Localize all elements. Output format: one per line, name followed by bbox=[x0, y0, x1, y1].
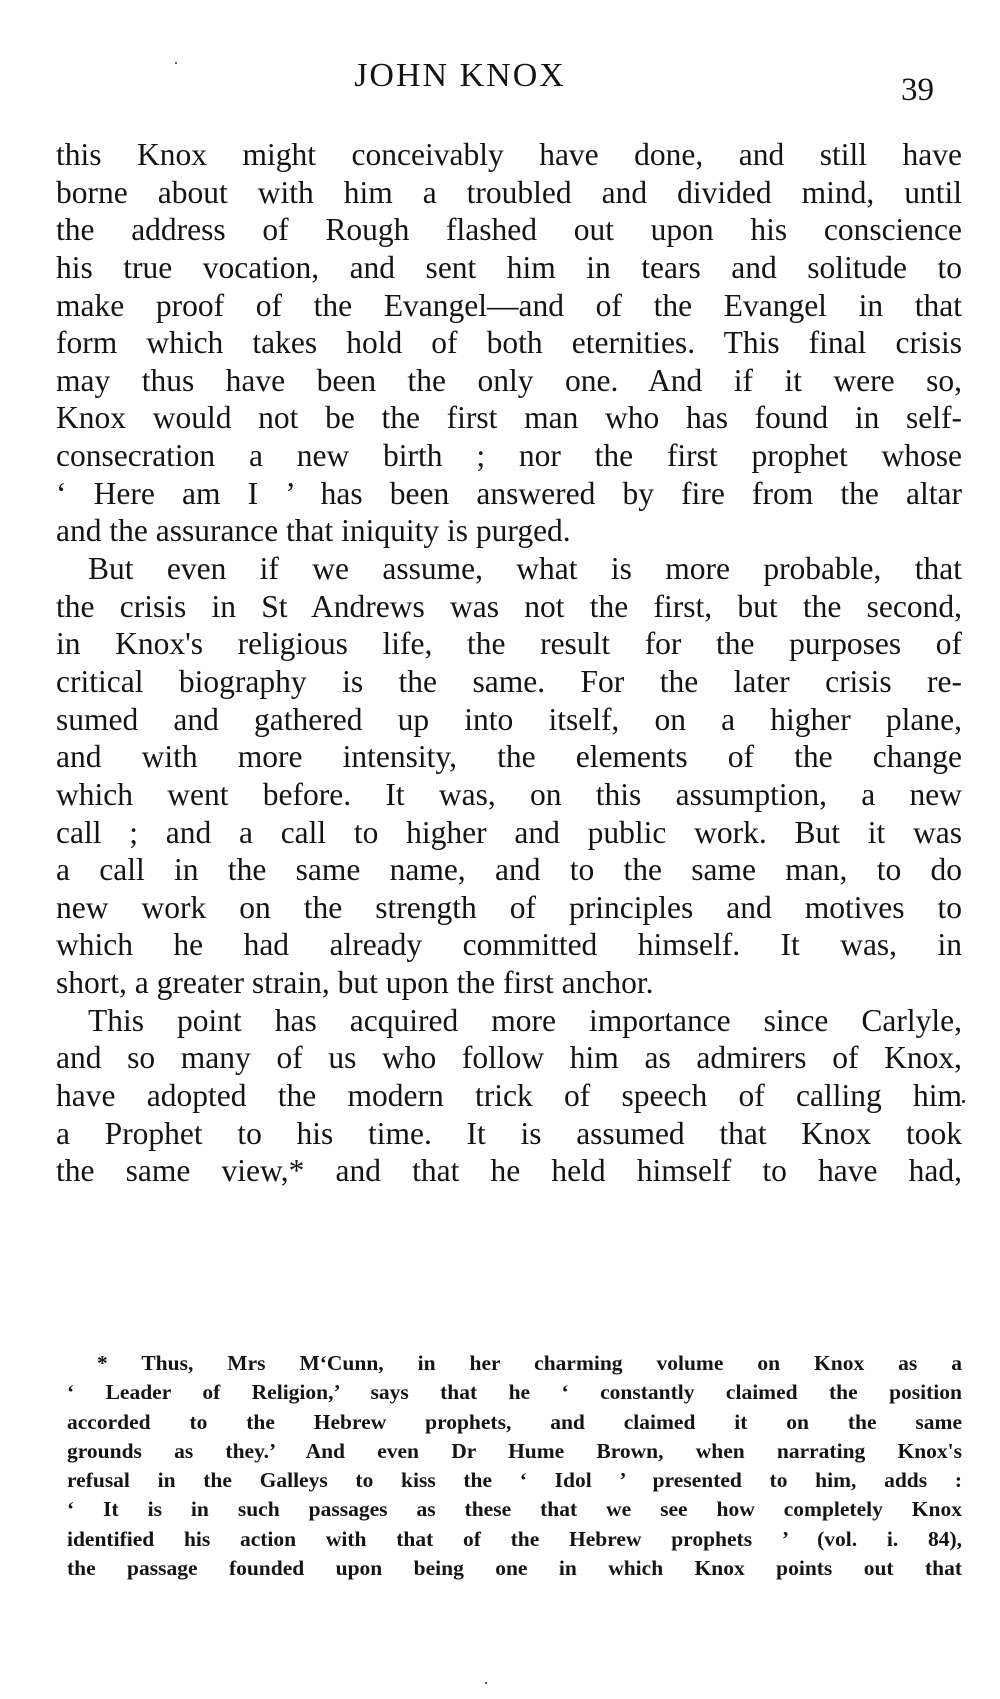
footnote-line: ‘ Leader of Religion,’ says that he ‘ constantly claimed the position bbox=[67, 1380, 962, 1405]
body-line: have adopted the modern trick of speech of calling him bbox=[56, 1078, 962, 1114]
body-line: his true vocation, and sent him in tears and solitude to bbox=[56, 249, 962, 285]
body-line: in Knox's religious life, the result for the purposes of bbox=[56, 626, 962, 662]
footnote-line: accorded to the Hebrew prophets, and claimed it on the same bbox=[67, 1409, 962, 1434]
body-line: make proof of the Evangel—and of the Evangel in that bbox=[56, 287, 962, 323]
body-line: may thus have been the only one. And if it were so, bbox=[56, 362, 962, 398]
scan-speck bbox=[485, 1682, 487, 1684]
body-line: the same view,* and that he held himself to have had, bbox=[56, 1153, 962, 1189]
body-line: borne about with him a troubled and divided mind, until bbox=[56, 174, 962, 210]
footnote bbox=[67, 1349, 962, 1583]
body-line: this Knox might conceivably have done, and still have bbox=[56, 137, 962, 172]
footnote-line: grounds as they.’ And even Dr Hume Brown, when narrating Knox's bbox=[67, 1438, 962, 1463]
body-text bbox=[56, 136, 962, 1190]
body-line: ‘ Here am I ’ has been answered by fire from the altar bbox=[56, 475, 962, 511]
running-title: JOHN KNOX bbox=[354, 57, 566, 94]
body-line: short, a greater strain, but upon the first anchor. bbox=[56, 965, 654, 1001]
scan-speck bbox=[962, 1100, 965, 1103]
body-line: form which takes hold of both eternities. This final crisis bbox=[56, 325, 962, 361]
body-line: the crisis in St Andrews was not the first, but the second, bbox=[56, 588, 962, 624]
body-line: sumed and gathered up into itself, on a higher plane, bbox=[56, 701, 962, 737]
body-line: consecration a new birth ; nor the first prophet whose bbox=[56, 438, 962, 474]
body-line: This point has acquired more importance since Carlyle, bbox=[88, 1002, 962, 1038]
footnote-line: identified his action with that of the Hebrew prophets ’ (vol. i. 84), bbox=[67, 1526, 962, 1551]
body-line: a Prophet to his time. It is assumed that Knox took bbox=[56, 1115, 962, 1151]
footnote-line: ‘ It is in such passages as these that we see how completely Knox bbox=[67, 1497, 962, 1522]
body-line: and so many of us who follow him as admirers of Knox, bbox=[56, 1040, 962, 1076]
body-line: Knox would not be the first man who has found in self- bbox=[56, 400, 962, 436]
body-line: call ; and a call to higher and public work. But it was bbox=[56, 814, 962, 850]
body-line: a call in the same name, and to the same man, to do bbox=[56, 852, 962, 888]
body-line: new work on the strength of principles and motives to bbox=[56, 889, 962, 925]
scan-speck bbox=[175, 62, 177, 64]
footnote-line: * Thus, Mrs M‘Cunn, in her charming volume on Knox as a bbox=[97, 1351, 962, 1375]
body-line: critical biography is the same. For the later crisis re- bbox=[56, 663, 962, 699]
footnote-line: refusal in the Galleys to kiss the ‘ Idol ’ presented to him, adds : bbox=[67, 1468, 962, 1493]
body-line: the address of Rough flashed out upon his conscience bbox=[56, 212, 962, 248]
body-line: But even if we assume, what is more probable, that bbox=[88, 551, 962, 587]
page-number: 39 bbox=[901, 72, 934, 108]
body-line: and the assurance that iniquity is purged. bbox=[56, 513, 571, 549]
body-line: which went before. It was, on this assumption, a new bbox=[56, 776, 962, 812]
body-line: and with more intensity, the elements of the change bbox=[56, 739, 962, 775]
body-line: which he had already committed himself. It was, in bbox=[56, 927, 962, 963]
footnote-line: the passage founded upon being one in which Knox points out that bbox=[67, 1556, 962, 1581]
running-head bbox=[0, 56, 1000, 106]
